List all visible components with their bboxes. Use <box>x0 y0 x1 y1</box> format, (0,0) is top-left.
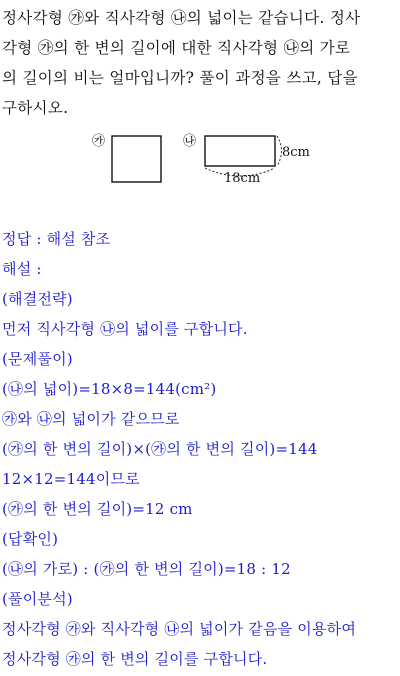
answer-line-9: 12×12=144이므로 <box>2 470 140 488</box>
answer-line-11: (답확인) <box>2 530 59 548</box>
answer-line-4: 먼저 직사각형 ㉯의 넓이를 구합니다. <box>2 320 248 338</box>
width-label: 18cm <box>224 171 261 186</box>
figure <box>0 128 400 188</box>
problem-line-3: 의 길이의 비는 얼마입니까? 풀이 과정을 쓰고, 답을 <box>2 69 358 87</box>
answer-line-5: (문제풀이) <box>2 350 73 368</box>
square-label: ㉮ <box>92 134 106 149</box>
answer-line-6: (㉯의 넓이)=18×8=144(cm²) <box>2 380 217 398</box>
square-shape <box>112 136 161 182</box>
height-label: 8cm <box>282 145 310 160</box>
rect-label: ㉯ <box>183 134 197 149</box>
answer-line-13: (풀이분석) <box>2 590 73 608</box>
answer-line-12: (㉯의 가로) : (㉮의 한 변의 길이)=18 : 12 <box>2 560 291 578</box>
problem-line-1: 정사각형 ㉮와 직사각형 ㉯의 넓이는 같습니다. 정사 <box>2 9 361 27</box>
answer-line-15: 정사각형 ㉮의 한 변의 길이를 구합니다. <box>2 650 268 668</box>
answer-line-8: (㉮의 한 변의 길이)×(㉮의 한 변의 길이)=144 <box>2 440 318 458</box>
answer-line-14: 정사각형 ㉮와 직사각형 ㉯의 넓이가 같음을 이용하여 <box>2 620 357 638</box>
answer-line-3: (해결전략) <box>2 290 73 308</box>
answer-line-2: 해설 : <box>2 260 42 278</box>
height-brace <box>277 136 282 166</box>
rectangle-shape <box>205 136 275 166</box>
answer-line-10: (㉮의 한 변의 길이)=12 cm <box>2 500 193 518</box>
answer-line-1: 정답 : 해설 참조 <box>2 230 111 248</box>
problem-line-4: 구하시오. <box>2 99 69 117</box>
problem-line-2: 각형 ㉮의 한 변의 길이에 대한 직사각형 ㉯의 가로 <box>2 39 351 57</box>
answer-line-7: ㉮와 ㉯의 넓이가 같으므로 <box>2 410 180 428</box>
